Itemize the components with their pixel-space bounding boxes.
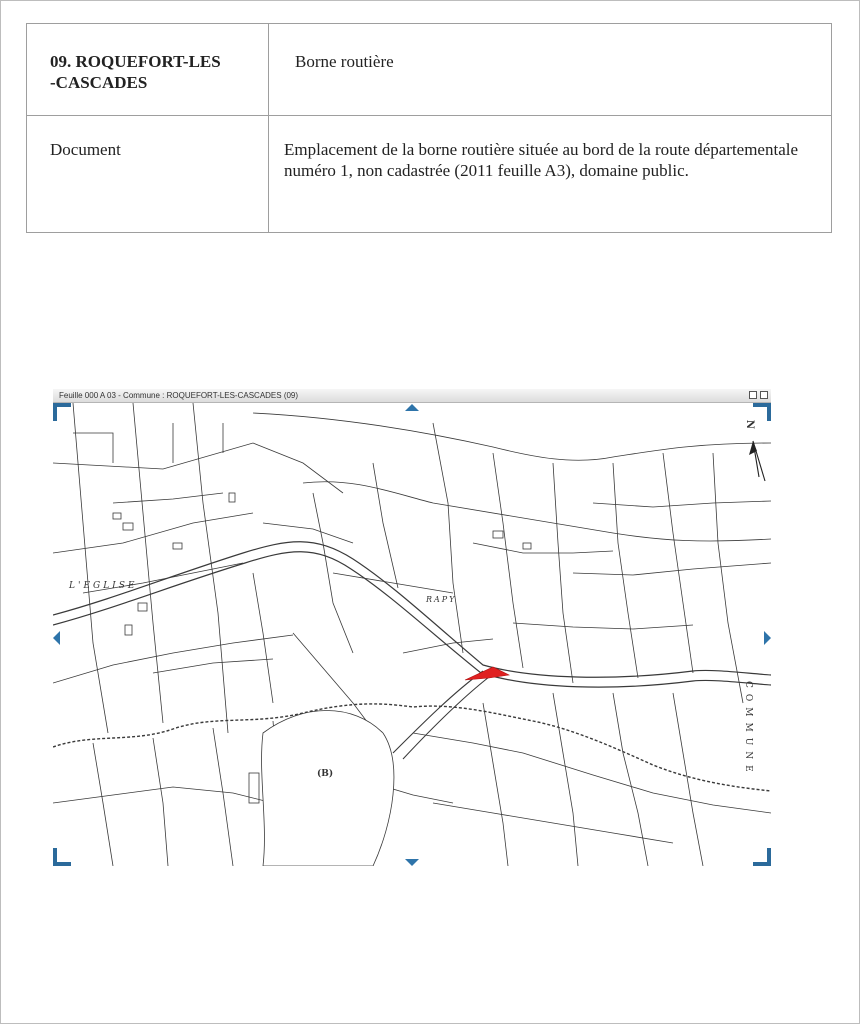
viewer-title: Feuille 000 A 03 - Commune : ROQUEFORT-LES-CASCADES (09) [59,391,299,400]
north-label: N [744,419,756,430]
commune-line-2: -CASCADES [50,73,148,92]
pan-up-arrow-icon[interactable] [405,404,419,411]
viewer-titlebar [53,389,771,403]
frame-corner-top-left [53,403,71,421]
document-description-cell [269,116,832,233]
document-label: Document [50,140,121,159]
cadastral-map-viewer[interactable] [53,389,771,866]
commune-line-1: 09. ROQUEFORT-LES [50,52,221,71]
frame-corner-bottom-left [53,848,71,866]
map-label-section: (B) [317,769,334,779]
cadastral-parcels [53,403,771,866]
document-description: Emplacement de la borne routière située au bord de la route départementale numéro 1, non cadastrée (2011 feuille A3), domaine public. [284,140,799,180]
restore-icon[interactable] [749,391,757,399]
pan-down-arrow-icon[interactable] [405,859,419,866]
header-row [27,24,832,116]
cadastral-map[interactable] [53,403,771,866]
document-row [27,116,832,233]
subject-cell [269,24,832,116]
document-label-cell [27,116,269,233]
map-label-eglise: L'EGLISE [69,581,138,591]
pan-left-arrow-icon[interactable] [53,631,60,645]
map-label-commune: COMMUNE [743,681,753,778]
frame-corner-top-right [753,403,771,421]
pan-right-arrow-icon[interactable] [764,631,771,645]
subject-title: Borne routière [295,52,394,71]
info-table [26,23,832,233]
commune-cell [27,24,269,116]
close-icon[interactable] [760,391,768,399]
frame-corner-bottom-right [753,848,771,866]
map-label-rapy: RAPY [426,595,457,604]
